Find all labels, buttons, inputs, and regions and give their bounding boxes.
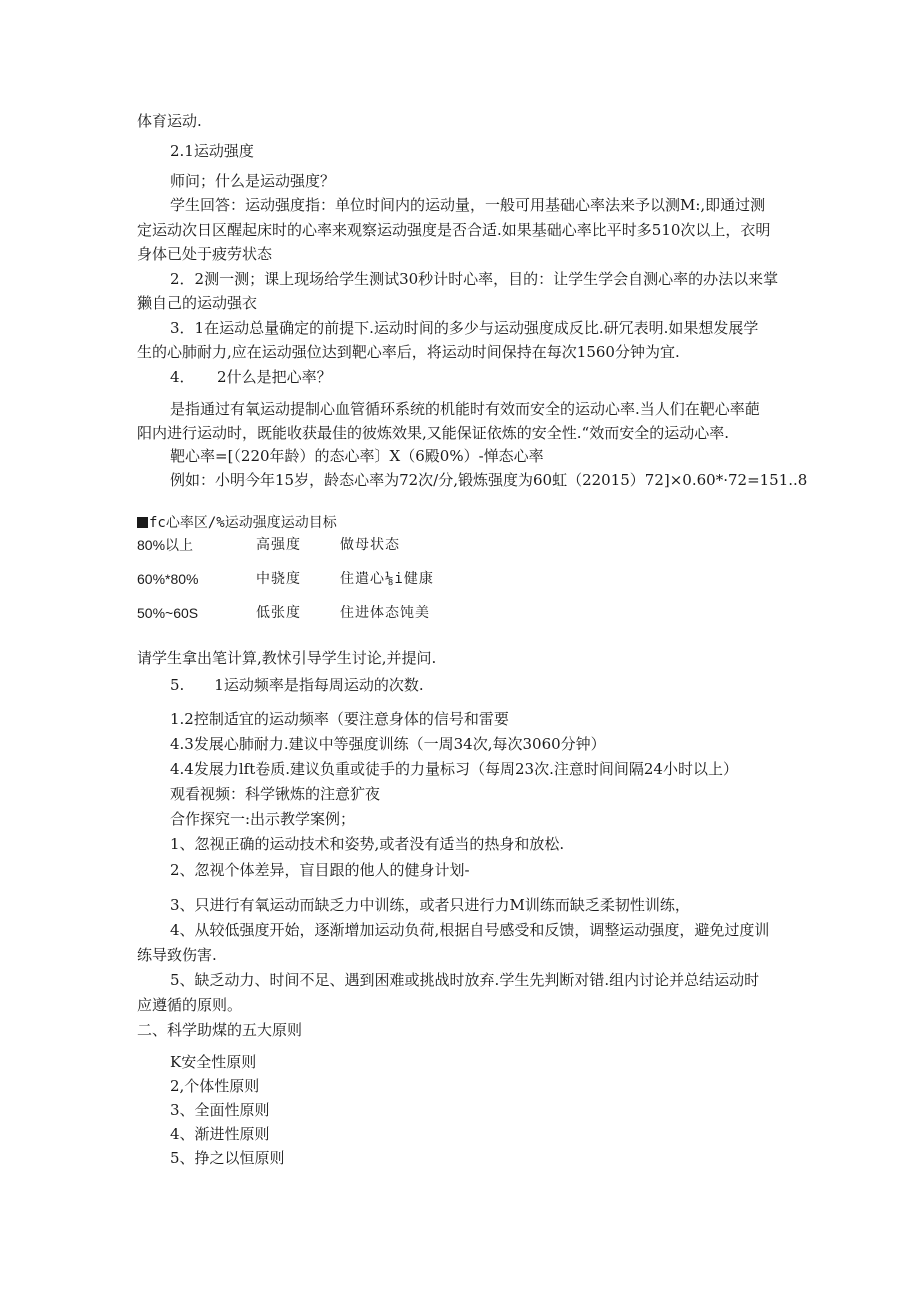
paragraph-line: 4.4发展力lft卷质.建议负重或徒手的力量标习（每周23次.注意时间间隔24小时以上） (170, 760, 738, 778)
paragraph-line: 生的心肺耐力,应在运动强位达到靶心率后，将运动时间保持在每次1560分钟为宜. (137, 343, 680, 361)
list-item: 2、忽视个体差异，盲目跟的他人的健身计划- (170, 861, 470, 879)
paragraph-line: 应遵循的原则。 (137, 996, 243, 1014)
section-heading: 4． 2什么是把心率？ (170, 368, 332, 386)
paragraph-line: 身体已处于疲劳状态 (137, 245, 273, 263)
table-cell-goal: 做母状态 (340, 537, 400, 553)
square-bullet-icon (137, 517, 148, 528)
paragraph-line: 观看视频：科学锹炼的注意犷夜 (170, 785, 381, 803)
paragraph-line: 定运动次日区醒起床时的心率来观察运动强度是否合适.如果基础心率比平时多510次以上，衣明 (137, 221, 771, 239)
principle-item: 2,个体性原则 (170, 1077, 260, 1095)
section-heading: 2.1运动强度 (170, 142, 254, 160)
paragraph-line: 獭自己的运动强衣 (137, 294, 258, 312)
list-item: 1、忽视正确的运动技术和姿势,或者没有适当的热身和放松. (170, 835, 565, 853)
table-cell-intensity: 中骁度 (256, 571, 301, 587)
paragraph-line: 合作探究一:出示教学案例； (170, 810, 356, 828)
list-item: 4、从较低强度开始，逐渐增加运动负荷,根据自号感受和反馈，调整运动强度，避免过度训 (170, 921, 770, 939)
paragraph-line: 体育运动. (137, 112, 202, 130)
list-item: 5、缺乏动力、时间不足、遇到困难或挑战时放弃.学生先判断对错.组内讨论并总结运动时 (170, 971, 760, 989)
paragraph-line: 练导致伤害. (137, 946, 217, 964)
table-cell-intensity: 低张度 (256, 605, 301, 621)
table-header (137, 513, 337, 533)
paragraph-line: 4.3发展心肺耐力.建议中等强度训练（一周34次,每次3060分钟） (170, 735, 606, 753)
table-cell-range: 50%~60S (137, 605, 199, 621)
principle-item: 5、挣之以恒原则 (170, 1149, 285, 1167)
table-cell-range: 60%*80% (137, 571, 199, 587)
principle-item: K安全性原则 (170, 1053, 257, 1071)
section-heading: 5. 1运动频率是指每周运动的次数. (170, 676, 424, 694)
list-item: 3、只进行有氧运动而缺乏力中训练，或者只进行力M训练而缺乏柔韧性训练， (170, 896, 690, 914)
paragraph-line: 请学生拿出笔计算,教怵引导学生讨论,并提问. (137, 649, 437, 667)
paragraph-line: 阳内进行运动时，既能收获最佳的彼炼效果,又能保证依炼的安全性.“效而安全的运动心率. (137, 424, 729, 442)
paragraph-line: 3．1在运动总量确定的前提下.运动时间的多少与运动强度成反比.研冗表明.如果想发展学 (170, 319, 759, 337)
table-cell-range: 80%以上 (137, 537, 194, 553)
paragraph-line: 是指通过有氧运动提制心血管循环系统的机能时有效而安全的运动心率.当人们在靶心率葩 (170, 400, 760, 418)
table-cell-goal: 住遣心⅛i健康 (340, 571, 434, 587)
paragraph-line: 1.2控制适宜的运动频率（要注意身体的信号和雷要 (170, 710, 509, 728)
paragraph-line: 2．2测一测；课上现场给学生测试30秒计时心率，目的：让学生学会自测心率的办法以来掌 (170, 270, 779, 288)
table-cell-intensity: 高强度 (256, 537, 301, 553)
formula-line: 靶心率=[（220年龄）的态心率〕X（6殿0%）-惮态心率 (170, 447, 544, 465)
table-header-text: fc心率区/%运动强度运动目标 (149, 515, 337, 531)
example-line: 例如：小明今年15岁，龄态心率为72次/分,锻炼强度为60虹（22015）72]×0.60*·72=151..8 (170, 471, 808, 489)
paragraph-line: 学生回答：运动强度指：单位时间内的运动量，一般可用基础心率法来予以测M:,即通过测 (170, 196, 766, 214)
principle-item: 4、渐进性原则 (170, 1125, 270, 1143)
table-cell-goal: 住进体态饨美 (340, 605, 430, 621)
principle-item: 3、全面性原则 (170, 1101, 270, 1119)
paragraph-line: 师问；什么是运动强度？ (170, 172, 336, 190)
section-heading: 二、科学助煤的五大原则 (137, 1021, 303, 1039)
